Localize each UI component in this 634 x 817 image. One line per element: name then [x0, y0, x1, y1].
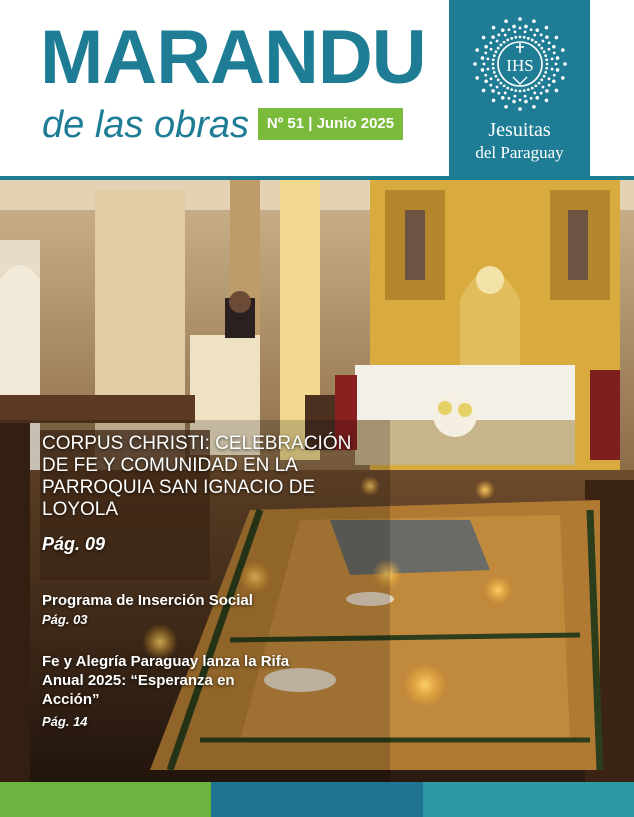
cover-photo: [0, 180, 634, 782]
seal-ray-dot: [533, 92, 536, 95]
seal-ray-dot: [523, 36, 526, 39]
seal-ray-dot: [552, 45, 556, 49]
cover-headline: CORPUS CHRISTI: CELEBRACIÓN DE FE Y COMUNIDAD EN LA PARROQUIA SAN IGNACIO DE LOYOLA: [42, 433, 352, 520]
seal-ray-dot: [532, 105, 536, 109]
story-page: Pág. 03: [42, 612, 88, 627]
seal-ray-dot: [493, 71, 496, 74]
seal-ray-dot: [533, 34, 536, 37]
seal-ray-dot: [545, 26, 549, 30]
seal-ray-dot: [540, 33, 543, 36]
seal-ray-dot: [510, 37, 513, 40]
seal-ray-dot: [496, 86, 499, 89]
seal-ray-dot: [552, 79, 556, 83]
seal-ray-dot: [507, 97, 510, 100]
seal-ray-dot: [538, 82, 541, 85]
seal-ray-dot: [519, 27, 522, 30]
seal-ray-dot: [556, 68, 560, 72]
seal-ray-dot: [535, 28, 539, 32]
seal-ray-dot: [493, 54, 496, 57]
seal-ray-dot: [497, 33, 500, 36]
seal-ray-dot: [504, 92, 507, 95]
seal-ray-dot: [507, 28, 510, 31]
seal-ray-dot: [535, 96, 539, 100]
seal-ray-dot: [524, 100, 528, 104]
seal-ray-dot: [492, 26, 496, 30]
magazine-subtitle: de las obras: [42, 104, 250, 146]
seal-ray-dot: [503, 41, 506, 44]
story-title: Fe y Alegría Paraguay lanza la Rifa Anual 2025: “Esperanza en Acción”: [42, 653, 290, 708]
seal-ray-dot: [548, 84, 551, 87]
seal-ray-dot: [527, 37, 530, 40]
seal-ray-dot: [534, 84, 537, 87]
seal-ray-dot: [523, 89, 526, 92]
seal-ray-dot: [545, 99, 549, 103]
cover-headline-page: Pág. 09: [42, 534, 106, 554]
footer-stripe-teal: [423, 782, 634, 817]
seal-ray-dot: [503, 84, 506, 87]
seal-ray-dot: [514, 89, 517, 92]
seal-ray-dot: [510, 88, 513, 91]
seal-ray-dot: [514, 36, 517, 39]
seal-ray-dot: [530, 28, 533, 31]
seal-ray-dot: [496, 40, 499, 43]
seal-ray-dot: [519, 36, 522, 39]
seal-ray-dot: [545, 89, 549, 93]
seal-ray-dot: [548, 48, 551, 51]
footer-stripe-green: [0, 782, 211, 817]
seal-ray-dot: [484, 74, 487, 77]
seal-ray-dot: [492, 58, 495, 61]
seal-ray-dot: [512, 100, 516, 104]
seal-ray-dot: [514, 95, 517, 98]
seal-ray-dot: [543, 75, 546, 78]
seal-ray-dot: [545, 58, 548, 61]
seal-ray-dot: [527, 88, 530, 91]
seal-ray-dot: [482, 36, 486, 40]
seal-ray-dot: [540, 92, 543, 95]
seal-ray-dot: [492, 67, 495, 70]
seal-ray-dot: [490, 48, 493, 51]
seal-ray-dot: [544, 54, 547, 57]
seal-ray-dot: [561, 76, 565, 80]
seal-ray-dot: [540, 47, 543, 50]
seal-ray-dot: [531, 39, 534, 42]
jesuits-country: del Paraguay: [475, 143, 564, 162]
seal-ray-dot: [556, 56, 560, 60]
seal-ray-dot: [518, 107, 522, 111]
seal-ray-dot: [483, 63, 486, 66]
seal-ray-dot: [495, 50, 498, 53]
seal-ray-dot: [553, 74, 556, 77]
seal-ray-dot: [530, 97, 533, 100]
magazine-title: MARANDU: [40, 15, 426, 100]
seal-ray-dot: [548, 41, 551, 44]
seal-ray-dot: [548, 77, 551, 80]
jesuit-sun-seal-icon: [472, 16, 568, 112]
seal-ray-dot: [489, 84, 492, 87]
seal-ray-dot: [492, 99, 496, 103]
seal-ray-dot: [514, 31, 517, 34]
seal-ray-dot: [519, 99, 522, 102]
seal-ray-dot: [555, 63, 558, 66]
seal-ray-dot: [534, 41, 537, 44]
seal-ray-dot: [501, 96, 505, 100]
seal-ray-dot: [475, 76, 479, 80]
seal-ray-dot: [543, 50, 546, 53]
seal-ray-dot: [542, 40, 545, 43]
seal-ray-dot: [506, 87, 509, 90]
seal-ray-dot: [544, 71, 547, 74]
seal-ray-dot: [492, 63, 495, 66]
seal-ray-dot: [551, 68, 554, 71]
issue-badge: Nº 51 | Junio 2025: [258, 108, 403, 140]
story-title: Programa de Inserción Social: [42, 592, 253, 609]
seal-ray-dot: [545, 35, 549, 39]
seal-ray-dot: [546, 63, 549, 66]
seal-ray-dot: [532, 19, 536, 23]
seal-ray-dot: [545, 67, 548, 70]
seal-ray-dot: [524, 31, 527, 34]
seal-ray-dot: [504, 19, 508, 23]
jesuits-name: Jesuitas: [488, 119, 551, 141]
story-page: Pág. 14: [42, 714, 88, 729]
seal-ray-dot: [484, 51, 487, 54]
seal-ray-dot: [506, 39, 509, 42]
seal-ray-dot: [490, 77, 493, 80]
seal-ray-dot: [481, 56, 485, 60]
seal-ray-dot: [524, 95, 527, 98]
seal-ray-dot: [563, 62, 567, 66]
seal-ray-dot: [484, 79, 488, 83]
seal-ray-dot: [504, 34, 507, 37]
seal-ray-dot: [538, 44, 541, 47]
footer-stripe-blue: [211, 782, 423, 817]
seal-ray-dot: [497, 78, 500, 81]
seal-ray-dot: [553, 51, 556, 54]
seal-ray-dot: [497, 92, 500, 95]
seal-ray-dot: [495, 75, 498, 78]
seal-ray-dot: [487, 68, 490, 71]
seal-ray-dot: [540, 78, 543, 81]
seal-ray-dot: [491, 89, 495, 93]
seal-ray-dot: [497, 47, 500, 50]
seal-ray-dot: [512, 25, 516, 29]
seal-ray-dot: [501, 28, 505, 32]
seal-ray-dot: [555, 36, 559, 40]
seal-ray-dot: [491, 35, 495, 39]
seal-ray-dot: [482, 89, 486, 93]
seal-ray-dot: [519, 90, 522, 93]
seal-ray-dot: [484, 45, 488, 49]
seal-ray-dot: [504, 105, 508, 109]
seal-ray-dot: [473, 62, 477, 66]
seal-ray-dot: [500, 44, 503, 47]
seal-ray-dot: [475, 48, 479, 52]
seal-ray-dot: [518, 17, 522, 21]
seal-ray-dot: [500, 82, 503, 85]
seal-ray-dot: [481, 68, 485, 72]
ihs-monogram: IHS: [506, 56, 534, 75]
seal-ray-dot: [489, 41, 492, 44]
seal-ray-dot: [524, 25, 528, 29]
seal-ray-dot: [561, 48, 565, 52]
seal-ray-dot: [555, 89, 559, 93]
seal-ray-dot: [551, 58, 554, 61]
seal-ray-dot: [531, 87, 534, 90]
seal-ray-dot: [542, 86, 545, 89]
seal-ray-dot: [487, 58, 490, 61]
